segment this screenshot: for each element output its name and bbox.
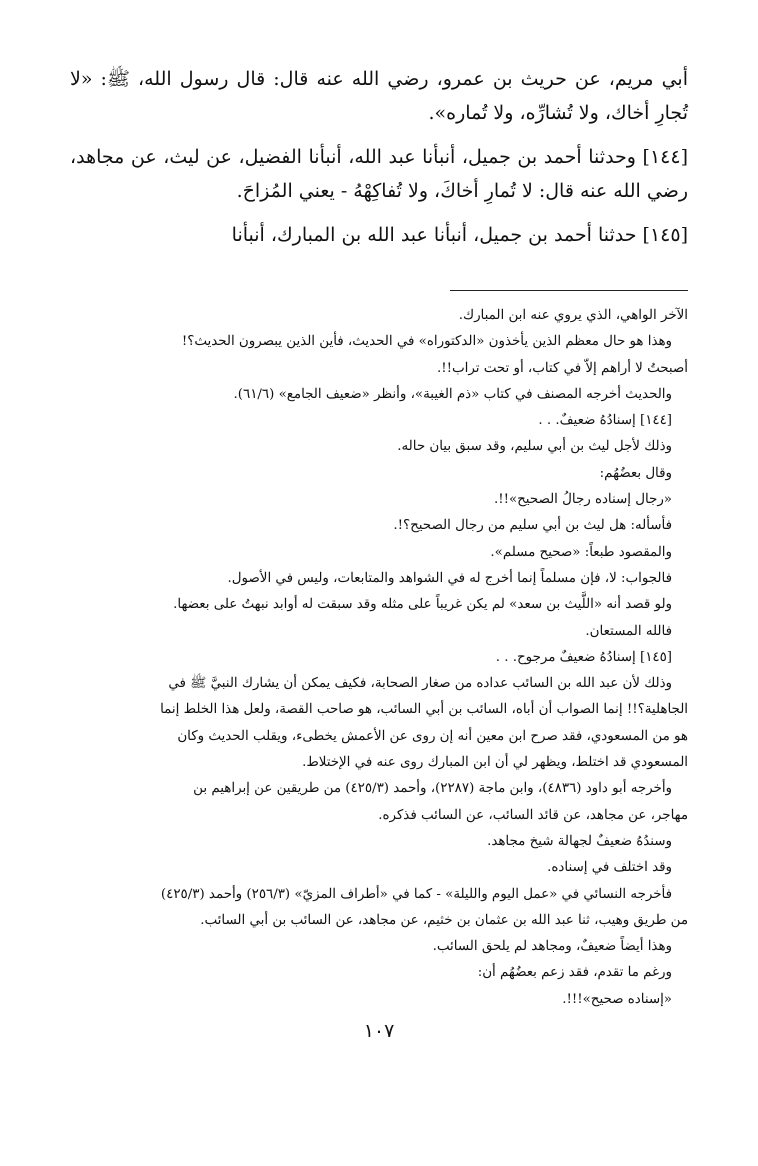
footnote-line: والحديث أخرجه المصنف في كتاب «ذم الغيبة»، وأنظر «ضعيف الجامع» (٦١/٦).: [233, 386, 672, 402]
footnote-line: فأسأله: هل ليث بن أبي سليم من رجال الصحيح؟!.: [393, 518, 672, 534]
footnote-line: أصبحتُ لا أراهم إلاّ في كتاب، أو تحت تراب!!.: [436, 360, 688, 376]
footnote-line: وأخرجه أبو داود (٤٨٣٦)، وابن ماجة (٢٢٨٧)، وأحمد (٤٢٥/٣) من طريقين عن إبراهيم بن: [193, 781, 672, 797]
footnote-line: والمقصود طبعاً: «صحيح مسلم».: [490, 544, 672, 560]
footnote-line: ورغم ما تقدم، فقد زعم بعضُهُم أن:: [477, 965, 672, 981]
footnote-line: وسندُهُ ضعيفٌ لجهالة شيخ مجاهد.: [487, 833, 672, 849]
book-page: [70, 62, 688, 1013]
footnote-line: فالجواب: لا، فإن مسلماً إنما أخرج له في الشواهد والمتابعات، وليس في الأصول.: [227, 570, 672, 586]
main-paragraph-1: أبي مريم، عن حريث بن عمرو، رضي الله عنه قال: قال رسول الله، ﷺ: «لا تُجارِ أخاك، ولا تُشارِّه، ولا تُماره».: [70, 68, 688, 124]
page-number: ١٠٧: [363, 1020, 395, 1042]
footnote-line: «إسناده صحيح»!!!.: [562, 991, 672, 1007]
footnotes: [70, 303, 688, 1013]
footnote-line: وقال بعضُهُم:: [599, 465, 672, 481]
footnote-line: هو من المسعودي، فقد صرح ابن معين أنه إن روى عن الأعمش يخطىء، ويقلب الحديث وكان: [177, 728, 688, 744]
footnote-line: من طريق وهيب، ثنا عبد الله بن عثمان بن خثيم، عن مجاهد، عن السائب بن أبي السائب.: [200, 912, 688, 928]
hadith-145-start: [١٤٥] حدثنا أحمد بن جميل، أنبأنا عبد الله بن المبارك، أنبأنا: [231, 224, 688, 246]
footnote-line: الجاهلية؟!! إنما الصواب أن أباه، السائب بن أبي السائب، هو صاحب القصة، ولعل هذا الخلط إنما: [160, 702, 688, 718]
footnote-line: وقد اختلف في إسناده.: [547, 860, 672, 876]
footnote-line: وذلك لأجل ليث بن أبي سليم، وقد سبق بيان حاله.: [397, 439, 672, 455]
footnote-line: المسعودي قد اختلط، ويظهر لي أن ابن المبارك روى عنه في الإختلاط.: [302, 755, 688, 771]
footnote-line: الآخر الواهي، الذي يروي عنه ابن المبارك.: [458, 308, 688, 323]
footnote-line: وذلك لأن عبد الله بن السائب عداده من صغار الصحابة، فكيف يمكن أن يشارك النبيَّ ﷺ في: [168, 676, 672, 692]
footnote-line: ولو قصد أنه «اللَّيث بن سعد» لم يكن غريباً على مثله وقد سبقت له أوابد نبهتُ على بعضها.: [173, 597, 672, 613]
footnote-line: فالله المستعان.: [585, 623, 672, 639]
footnote-line: مهاجر، عن مجاهد، عن قائد السائب، عن السائب فذكره.: [378, 807, 688, 823]
main-text: [70, 62, 688, 252]
footnote-line: [١٤٥] إسنادُهُ ضعيفٌ مرجوح. . .: [495, 649, 672, 665]
footnote-line: «رجال إسناده رجالُ الصحيح»!!.: [493, 492, 672, 508]
footnote-divider: [450, 290, 688, 291]
footnote-line: فأخرجه النسائي في «عمل اليوم والليلة» - كما في «أطراف المزيّ» (٢٥٦/٣) وأحمد (٤٢٥/٣): [160, 886, 672, 902]
footnote-line: وهذا أيضاً ضعيفٌ، ومجاهد لم يلحق السائب.: [432, 939, 672, 955]
footnote-line: وهذا هو حال معظم الذين يأخذون «الدكتوراه» في الحديث، فأين الذين يبصرون الحديث؟!: [181, 334, 672, 350]
footnote-line: [١٤٤] إسنادُهُ ضعيفٌ. . .: [538, 413, 672, 429]
hadith-144: [١٤٤] وحدثنا أحمد بن جميل، أنبأنا عبد الله، أنبأنا الفضيل، عن ليث، عن مجاهد، رضي الله عنه قال: لا تُمارِ أخاكَ، ولا تُفاكِهْهُ - يعني المُزاحَ.: [70, 146, 688, 202]
